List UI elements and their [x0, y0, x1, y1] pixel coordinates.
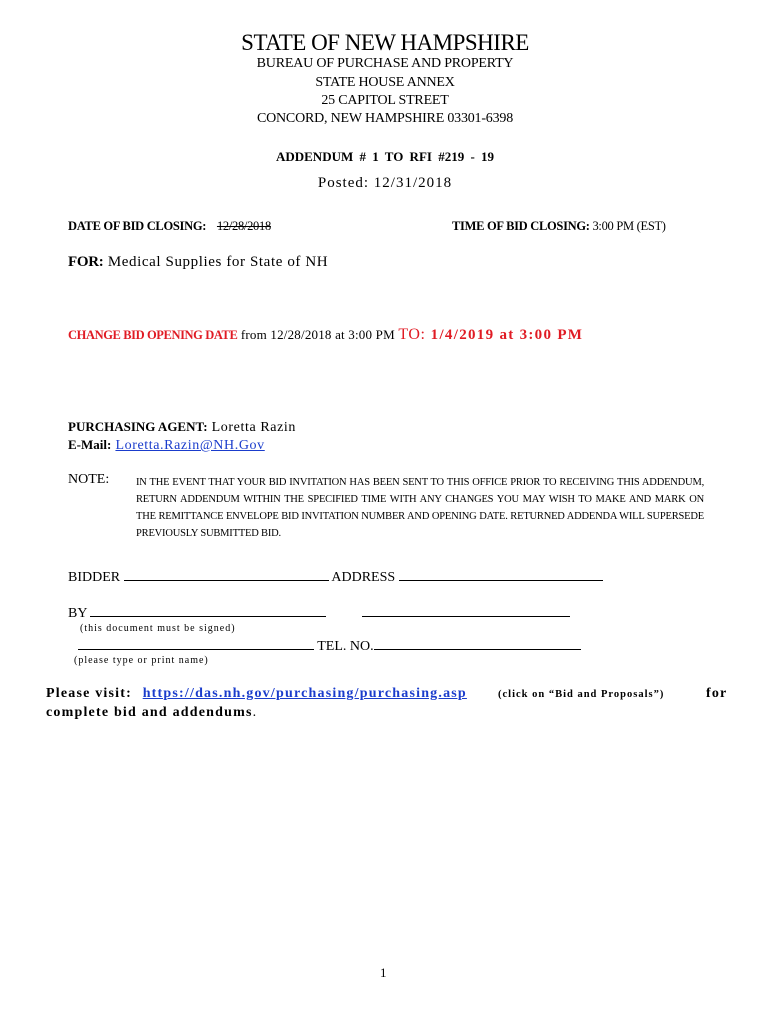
agent-email-link[interactable]: Loretta.Razin@NH.Gov [115, 438, 265, 453]
addendum-heading: ADDENDUM # 1 TO RFI #219 - 19 [275, 149, 495, 164]
bidder-row [68, 568, 603, 586]
city-line: CONCORD, NEW HAMPSHIRE 03301-6398 [256, 111, 514, 126]
visit-for: for [706, 686, 728, 701]
by-second-field[interactable] [362, 604, 570, 617]
agent-name: Loretta Razin [207, 420, 297, 435]
purchasing-link[interactable]: https://das.nh.gov/purchasing/purchasing.asp [142, 686, 467, 701]
tel-row [78, 637, 581, 655]
visit-label: Please visit: [46, 686, 132, 701]
visit-line-2 [46, 705, 257, 721]
posted-date: Posted: 12/31/2018 [317, 175, 453, 191]
by-label: BY [68, 606, 87, 621]
email-label: E-Mail: [68, 437, 112, 452]
printed-name-field[interactable] [78, 637, 314, 650]
print-note: (please type or print name) [74, 655, 209, 666]
agent-label: PURCHASING AGENT: [68, 419, 208, 434]
visit-line [46, 686, 467, 702]
change-to-value: 1/4/2019 at 3:00 PM [425, 327, 584, 343]
closing-time [452, 219, 666, 234]
click-note: (click on “Bid and Proposals”) [498, 689, 665, 700]
closing-date-value: 12/28/2018 [216, 219, 271, 233]
page-number: 1 [380, 965, 387, 980]
purchasing-agent [68, 419, 296, 436]
note-label: NOTE: [68, 472, 110, 487]
closing-time-label: TIME OF BID CLOSING: [452, 219, 590, 233]
tel-label: TEL. NO. [317, 639, 374, 654]
signature-field[interactable] [90, 604, 326, 617]
address-label: ADDRESS [331, 570, 396, 585]
change-from: from 12/28/2018 at 3:00 PM [237, 327, 399, 342]
change-to-label: TO: [398, 326, 426, 343]
signed-note: (this document must be signed) [80, 623, 236, 634]
for-value: Medical Supplies for State of NH [103, 254, 329, 270]
annex-line: STATE HOUSE ANNEX [315, 75, 455, 90]
for-label: FOR: [68, 254, 104, 270]
note-text: IN THE EVENT THAT YOUR BID INVITATION HAS BEEN SENT TO THIS OFFICE PRIOR TO RECEIVING THIS ADDENDUM, RETURN ADDENDUM WITHIN THE SPECIFIED TIME WITH ANY CHANGES YOU MAY WISH TO MAKE AND MARK ON THE REMITTANCE ENVELOPE BID INVITATION NUMBER AND OPENING DATE. RETURNED ADDENDA WILL SUPERSEDE PREVIOUSLY SUBMITTED BID. [136, 477, 704, 539]
change-opening-date [68, 326, 583, 344]
bidder-field[interactable] [124, 568, 329, 581]
bidder-label: BIDDER [68, 570, 121, 585]
document-title: STATE OF NEW HAMPSHIRE [241, 30, 529, 55]
address-field[interactable] [399, 568, 603, 581]
agent-email-line [68, 437, 265, 454]
closing-date [68, 219, 271, 234]
closing-time-value: 3:00 PM (EST) [589, 219, 666, 233]
by-row [68, 604, 326, 622]
tel-field[interactable] [374, 637, 581, 650]
street-line: 25 CAPITOL STREET [321, 93, 449, 108]
closing-date-label: DATE OF BID CLOSING: [68, 219, 207, 233]
bureau-line: BUREAU OF PURCHASE AND PROPERTY [256, 56, 514, 71]
visit-period: . [252, 705, 258, 720]
change-label: CHANGE BID OPENING DATE [68, 328, 238, 342]
for-line [68, 254, 328, 271]
visit-line-2-text: complete bid and addendums [46, 705, 253, 720]
by-row-second [362, 604, 570, 622]
